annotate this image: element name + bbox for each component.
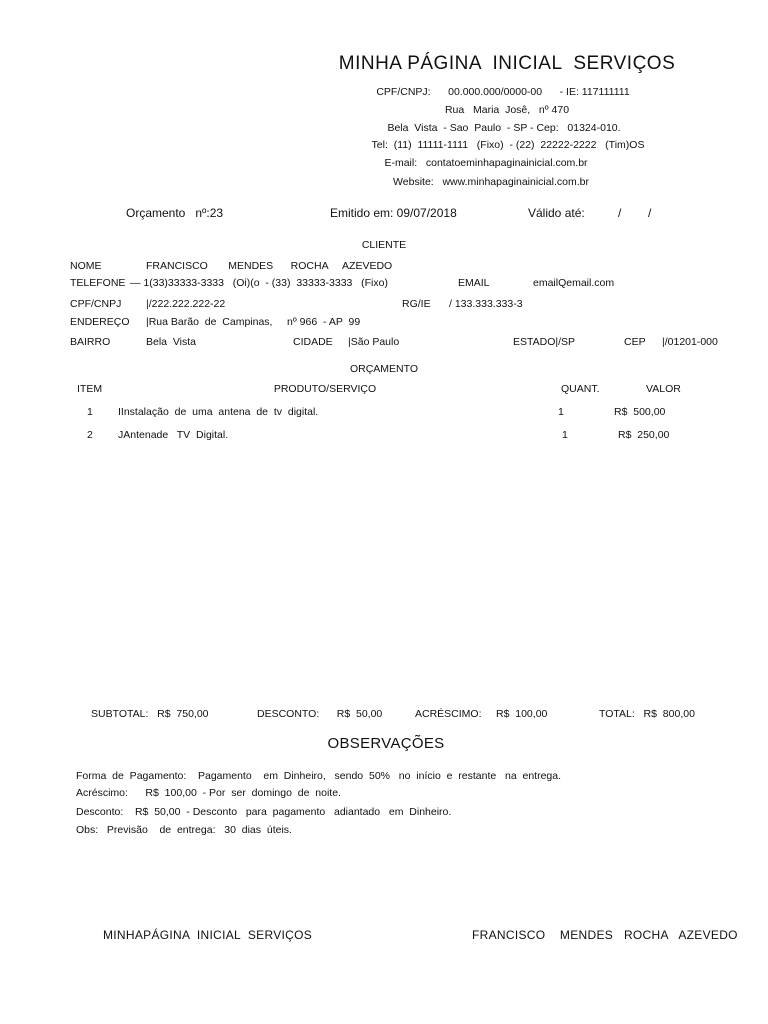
column-header-quant: QUANT. bbox=[561, 383, 600, 395]
rg-label: RG/IE bbox=[402, 298, 431, 310]
issued-date: Emitido em: 09/07/2018 bbox=[330, 206, 457, 220]
telefone-value: — 1(33)33333-3333 (Oi)(o - (33) 33333-3333 (Fixo) bbox=[130, 277, 388, 289]
orcamento-number: Orçamento nº:23 bbox=[126, 206, 224, 220]
valid-until: Válido até: / / bbox=[528, 206, 652, 220]
acrescimo-label: ACRÉSCIMO: bbox=[415, 708, 482, 720]
total: TOTAL: R$ 800,00 bbox=[599, 708, 695, 720]
desconto: DESCONTO: R$ 50,00 bbox=[257, 708, 383, 720]
signature-client: FRANCISCO MENDES ROCHA AZEVEDO bbox=[472, 928, 738, 942]
signature-company: MINHAPÁGINA INICIAL SERVIÇOS bbox=[103, 928, 313, 942]
endereco-value: |Rua Barão de Campinas, nº 966 - AP 99 bbox=[146, 316, 361, 328]
obs-line-pagamento: Forma de Pagamento: Pagamento em Dinheiro, sendo 50% no início e restante na entrega. bbox=[76, 770, 562, 782]
column-header-item: ITEM bbox=[77, 383, 103, 395]
company-address-line: Rua Maria Josê, nº 470 bbox=[444, 104, 570, 116]
cep-value: |/01201-000 bbox=[662, 336, 718, 348]
estado-field: ESTADO|/SP bbox=[513, 336, 576, 348]
observacoes-title: OBSERVAÇÕES bbox=[327, 735, 445, 752]
email-label: EMAIL bbox=[458, 277, 490, 289]
cep-label: CEP bbox=[624, 336, 646, 348]
email-value: emailQemail.com bbox=[533, 277, 615, 289]
rg-value: / 133.333.333-3 bbox=[449, 298, 523, 310]
obs-line-desconto: Desconto: R$ 50,00 - Desconto para pagamento adiantado em Dinheiro. bbox=[76, 806, 452, 818]
row-item: 2 bbox=[87, 429, 93, 441]
bairro-label: BAIRRO bbox=[70, 336, 111, 348]
telefone-label: TELEFONE bbox=[70, 277, 126, 289]
company-tel-line: Tel: (11) 11111-1111 (Fixo) - (22) 22222-2222 (Tim)OS bbox=[371, 139, 645, 151]
obs-line-prazo: Obs: Previsão de entrega: 30 dias úteis. bbox=[76, 824, 292, 836]
endereco-label: ENDEREÇO bbox=[70, 316, 130, 328]
cliente-section-title: CLIENTE bbox=[361, 239, 407, 251]
nome-label: NOME bbox=[70, 260, 102, 272]
row-produto: IInstalação de uma antena de tv digital. bbox=[118, 406, 319, 418]
row-quant: 1 bbox=[562, 429, 568, 441]
company-website-line: Website: www.minhapaginainicial.com.br bbox=[393, 176, 589, 188]
cpf-value: |/222.222.222-22 bbox=[146, 298, 226, 310]
column-header-valor: VALOR bbox=[646, 383, 681, 395]
nome-value: FRANCISCO MENDES ROCHA AZEVEDO bbox=[146, 260, 393, 272]
company-cpf-line: CPF/CNPJ: 00.000.000/0000-00 - IE: 117111111 bbox=[376, 86, 630, 98]
row-valor: R$ 500,00 bbox=[614, 406, 666, 418]
row-valor: R$ 250,00 bbox=[618, 429, 670, 441]
cidade-label: CIDADE bbox=[293, 336, 333, 348]
subtotal: SUBTOTAL: R$ 750,00 bbox=[91, 708, 209, 720]
company-title: MINHA PÁGINA INICIAL SERVIÇOS bbox=[338, 53, 676, 74]
company-email-line: E-mail: contatoeminhapaginainicial.com.br bbox=[384, 157, 588, 169]
row-item: 1 bbox=[87, 406, 93, 418]
row-quant: 1 bbox=[558, 406, 564, 418]
row-produto: JAntenade TV Digital. bbox=[118, 429, 229, 441]
bairro-value: Bela Vista bbox=[146, 336, 197, 348]
cpf-label: CPF/CNPJ bbox=[70, 298, 122, 310]
company-city-line: Bela Vista - Sao Paulo - SP - Cep: 01324-010. bbox=[387, 122, 621, 134]
cidade-value: |São Paulo bbox=[348, 336, 400, 348]
orcamento-section-title: ORÇAMENTO bbox=[349, 363, 419, 375]
obs-line-acrescimo: Acréscimo: R$ 100,00 - Por ser domingo de noite. bbox=[76, 787, 341, 799]
acrescimo-value: R$ 100,00 bbox=[496, 708, 548, 720]
column-header-produto: PRODUTO/SERVIÇO bbox=[273, 383, 377, 395]
